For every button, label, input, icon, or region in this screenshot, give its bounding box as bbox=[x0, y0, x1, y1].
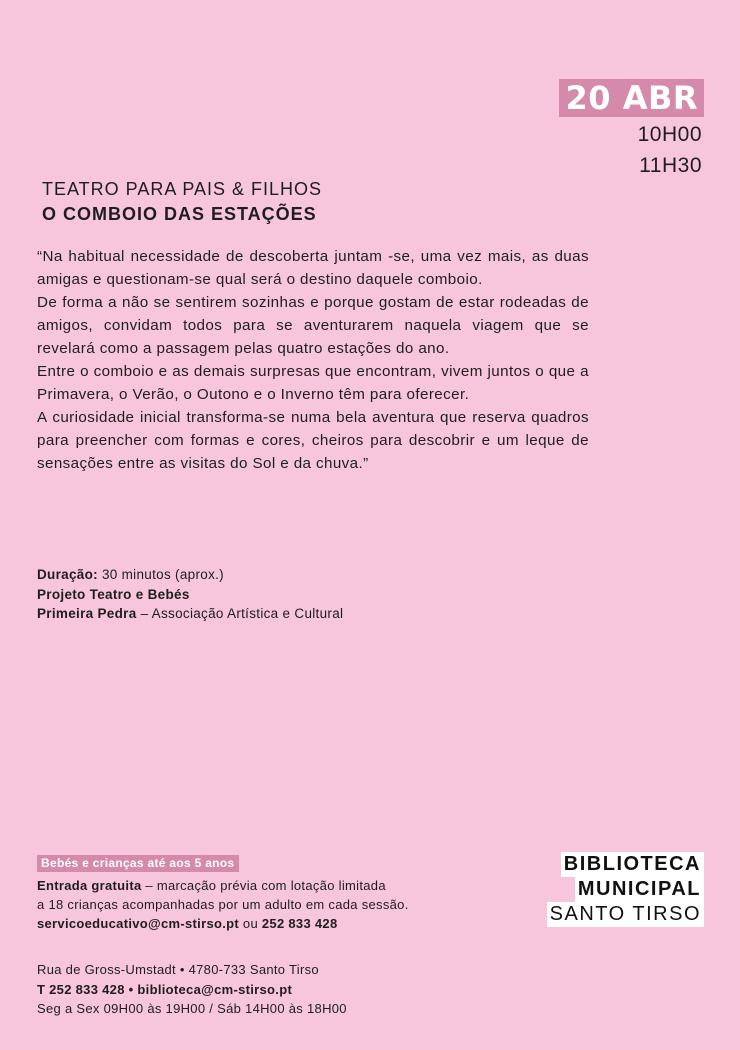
logo-line-3: SANTO TIRSO bbox=[547, 902, 704, 927]
company-name: Primeira Pedra bbox=[37, 606, 137, 621]
entry-line-2: a 18 crianças acompanhadas por um adulto em cada sessão. bbox=[37, 897, 409, 912]
description-paragraph: Entre o comboio e as demais surpresas que encontram, vivem juntos o que a Primavera, o Verão, o Outono e o Inverno têm para oferecer. bbox=[37, 363, 589, 403]
description-paragraph: De forma a não se sentirem sozinhas e porque gostam de estar rodeadas de amigos, convidam todos para se aventurarem naquela viagem que se revelará como a passagem pelas quatro estações do ano. bbox=[37, 294, 589, 357]
audience-badge: Bebés e crianças até aos 5 anos bbox=[37, 855, 239, 872]
entry-label: Entrada gratuita bbox=[37, 878, 142, 893]
session-time-1: 10H00 bbox=[637, 123, 702, 146]
company-description: – Associação Artística e Cultural bbox=[136, 606, 344, 621]
booking-email-link[interactable]: servicoeducativo@cm-stirso.pt bbox=[37, 916, 239, 931]
project-line bbox=[37, 585, 343, 605]
library-address: Rua de Gross-Umstadt • 4780-733 Santo Tirso bbox=[37, 962, 319, 977]
duration-line bbox=[37, 565, 343, 585]
booking-line bbox=[37, 914, 409, 933]
library-contacts bbox=[37, 960, 347, 1019]
entry-line bbox=[37, 876, 409, 895]
event-description bbox=[37, 245, 589, 475]
entry-info bbox=[37, 876, 409, 933]
company-line bbox=[37, 604, 343, 624]
event-category: TEATRO PARA PAIS & FILHOS bbox=[42, 179, 323, 199]
library-phone-email[interactable] bbox=[37, 980, 347, 1000]
library-contact-line[interactable]: T 252 833 428 • biblioteca@cm-stirso.pt bbox=[37, 981, 293, 997]
library-logo bbox=[547, 852, 704, 927]
duration-label: Duração: bbox=[37, 567, 98, 582]
booking-phone[interactable]: 252 833 428 bbox=[261, 916, 338, 931]
event-date-badge: 20 ABR bbox=[559, 79, 704, 117]
session-time-2: 11H30 bbox=[639, 154, 702, 177]
event-info bbox=[37, 565, 343, 624]
description-paragraph: “Na habitual necessidade de descoberta juntam -se, uma vez mais, as duas amigas e questionam-se qual será o destino daquele comboio. bbox=[37, 248, 589, 288]
booking-or: ou bbox=[239, 916, 262, 931]
entry-text: – marcação prévia com lotação limitada bbox=[141, 878, 386, 893]
logo-line-1: BIBLIOTECA bbox=[561, 852, 704, 877]
description-paragraph: A curiosidade inicial transforma-se numa bela aventura que reserva quadros para preencher com formas e cores, cheiros para descobrir e um leque de sensações entre as visitas do Sol e da chuva.” bbox=[37, 409, 589, 472]
logo-line-2: MUNICIPAL bbox=[575, 877, 704, 902]
library-hours: Seg a Sex 09H00 às 19H00 / Sáb 14H00 às 18H00 bbox=[37, 1001, 347, 1016]
project-name: Projeto Teatro e Bebés bbox=[37, 586, 190, 602]
event-title: O COMBOIO DAS ESTAÇÕES bbox=[42, 204, 317, 224]
duration-value: 30 minutos (aprox.) bbox=[97, 567, 224, 582]
